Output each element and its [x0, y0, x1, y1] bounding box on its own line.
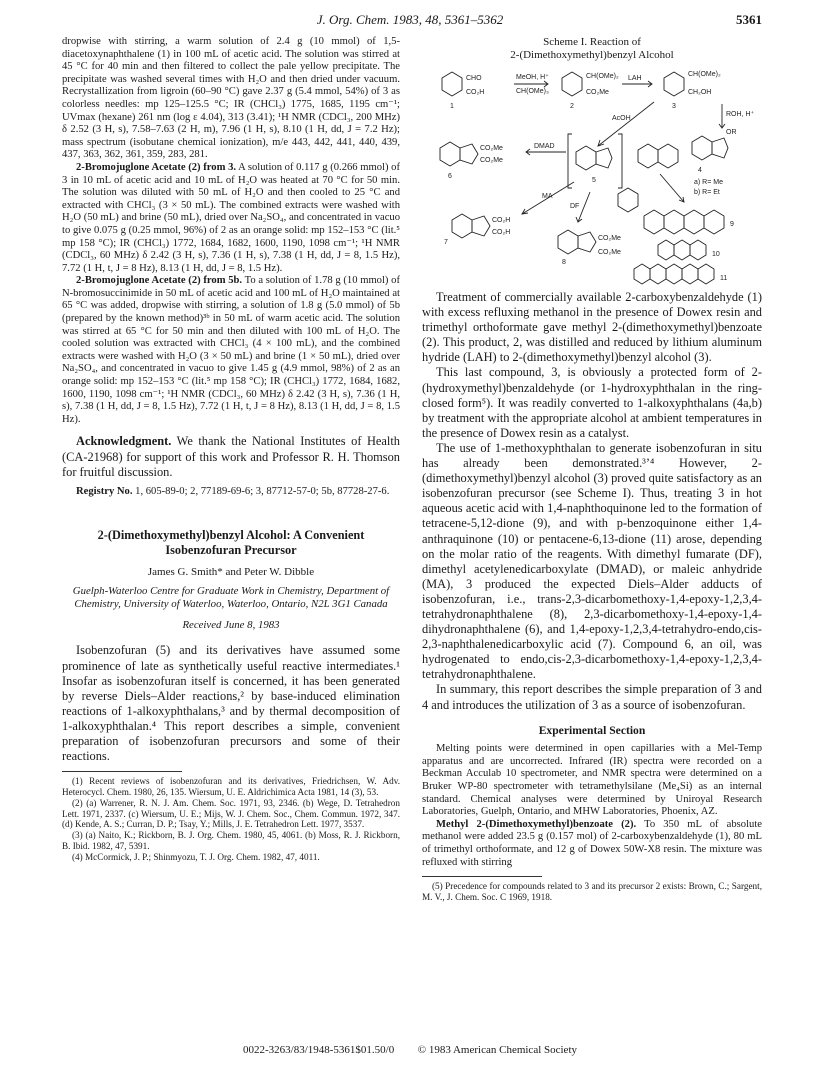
compound-number-4: 4: [698, 167, 702, 174]
experimental-section-heading: Experimental Section: [538, 723, 646, 737]
compound-number-2: 2: [570, 103, 574, 110]
label-reagent-orthoformate: CH(OMe)₃: [516, 88, 549, 95]
benzene-ring-4: [692, 136, 712, 160]
procedure-heading: Methyl 2-(Dimethoxymethyl)benzoate (2).: [436, 818, 637, 830]
footnote-rule: [422, 876, 542, 877]
authors: James G. Smith* and Peter W. Dibble: [147, 566, 315, 579]
procedure-body: A solution of 0.117 g (0.266 mmol) of 3 in 10 mL of acetic acid and 10 mL of H₂O was heated at 70 °C for 50 min. The solution was diluted with 50 mL of H₂O and then cooled to 25 °C and extracted with CHCl₃ (3 × 50 mL). The combined extracts were washed with H₂O (50 mL) and brine (50 mL), dried over Na₂SO₄, and concentrated in vacuo to give 0.075 g (0.25 mmol, 96%) of 2 as an orange solid: mp 152–153 °C (lit.⁵ mp 158 °C); IR (CHCl₃) 1772, 1684, 1682, 1600, 1190, 1098 cm⁻¹; ¹H NMR (CDCl₃, 60 MHz) δ 2.42 (3 H, s), 7.36 (1 H, s), 7.38 (1 H, dd, J = 8, 1.5 Hz), 7.72 (1 H, t, J = 8 Hz), 8.13 (1 H, dd, J = 8, 1.5 Hz).: [62, 161, 400, 274]
label-dmad: DMAD: [534, 143, 555, 150]
right-column: [422, 36, 762, 903]
label-ch2oh: CH₂OH: [688, 89, 712, 96]
compound-number-11: 11: [720, 275, 728, 282]
article-code: 0022-3263/83/1948-5361$01.50/0: [242, 1044, 395, 1056]
label-co2me-6a: CO₂Me: [480, 145, 503, 152]
bracket-left: [568, 134, 572, 188]
acknowledgment-heading: Acknowledgment.: [76, 434, 172, 449]
reaction-scheme-figure: [422, 64, 762, 286]
benzene-ring-8: [558, 230, 578, 254]
footnotes: [62, 776, 400, 862]
experimental-general: Melting points were determined in open capillaries with a Mel-Temp apparatus and are uncorrected. Infrared (IR) spectra were recorded on a Beckman Acculab 10 spectrometer, and NMR spectra were determined on a Bruker WP-80 spectrometer with tetramethylsilane (Me₄Si) as an internal standard. Chemical analyses were determined by Uniroyal Research Laboratories, Guelph, Ontario, and MHW Laboratories, Phoenix, AZ.: [422, 743, 762, 818]
footnote: (2) (a) Warrener, R. N. J. Am. Chem. Soc. 1971, 93, 2346. (b) Wege, D. Tetrahedron Lett. 1971, 2337. (c) Wiersum, U. E.; Mijs, W. J. Chem. Soc., Chem. Commun. 1972, 347. (d) Kende, A. S.; Curran, D. P.; Tsay, Y.; Mills, J. E. Tetrahedron Lett. 1977, 3537.: [62, 797, 400, 830]
ring-9a: [644, 210, 664, 234]
ring-11e: [698, 264, 714, 284]
label-or: OR: [726, 129, 737, 136]
benzene-ring-6: [440, 142, 460, 166]
label-reagent-meoh: MeOH, H⁺: [516, 74, 549, 81]
arrow-to-9: [660, 174, 684, 202]
previous-article-continuation: dropwise with stirring, a warm solution of 2.4 g (10 mmol) of 1,5-diacetoxynaphthalene (1) in 100 mL of acetic acid. The solution was stirred at 45 °C for 40 min and then filtered to collect the pale yellow precipitate. The precipitate was washed several times with H₂O and then dried under vacuum. Recrystallization from ligroin (60–90 °C) gave 2.37 g (5.4 mmol, 54%) of 3 as colorless needles: mp 125–125.5 °C; IR (CHCl₃) 1775, 1685, 1195 cm⁻¹; UVmax (hexane) 261 nm (log ε 4.04), 313 (3.41); ¹H NMR (CDCl₃, 200 MHz) δ 2.52 (3 H, s), 7.58–7.63 (2 H, m), 7.96 (1 H, s), 8.10 (1 H, dd, J = 7.2 Hz); mass spectrum (isobutane chemical ionization), m/e 443, 442, 441, 440, 439, 437, 363, 362, 361, 359, 283, 281.: [62, 36, 400, 161]
experimental-procedure: [422, 819, 762, 869]
label-cho: CHO: [466, 75, 482, 82]
ring-9b: [664, 210, 684, 234]
footnote-rule: [62, 771, 182, 772]
footnote: (4) McCormick, J. P.; Shinmyozu, T. J. Org. Chem. 1982, 47, 4011.: [72, 851, 320, 862]
ring-11c: [666, 264, 682, 284]
arrow-3-5: [598, 102, 654, 146]
label-co2me: CO₂Me: [586, 89, 609, 96]
procedure-heading: 2-Bromojuglone Acetate (2) from 5b.: [76, 275, 243, 287]
introduction: Isobenzofuran (5) and its derivatives have assumed some prominence of late as synthetically useful reactive intermediates.¹ Insofar as isobenzofuran itself is concerned, it has been generated by reverse Diels–Alder reactions,² by base-induced elimination reactions of 1-alkoxyphthalans,³ and by thermal decomposition of 1-alkoxyphthalan.⁴ This report describes a simple, convenient preparation of isobenzofuran precursors and some of their reactions.: [62, 643, 400, 764]
summary-paragraph: In summary, this report describes the simple preparation of 3 and 4 and introduces the utilization of 3 as a source of isobenzofuran.: [422, 682, 762, 712]
acknowledgment: [62, 434, 400, 479]
results-paragraph-1: Treatment of commercially available 2-carboxybenzaldehyde (1) with excess refluxing methanol in the presence of Dowex resin and trimethyl orthoformate gave methyl 2-(dimethoxymethyl)benzoate (2). This product, 2, was distilled and reduced by lithium aluminum hydride (LAH) to 2-(dimethoxymethyl)benzyl alcohol (3).: [422, 290, 762, 365]
procedure-body: To a solution of 1.78 g (10 mmol) of N-bromosuccinimide in 50 mL of acetic acid and 100 mL of H₂O maintained at 65 °C was added, dropwise with stirring, a solution of 1.8 g (5.0 mmol) of 5b (prepared by the known method)³ᵇ in 50 mL of warm acetic acid. The solution was stirred at 65 °C for 50 min and then diluted with 100 mL of H₂O. The cooled solution was extracted with CHCl₃ (4 × 100 mL), and the combined extracts were washed with H₂O (3 × 50 mL) and brine (1 × 50 mL), dried over Na₂SO₄, and concentrated in vacuo to give 1.45 g (4.9 mmol, 98%) of 2 as an orange solid: mp 152–153 °C (lit.⁵ mp 158 °C); IR (CHCl₃) 1772, 1684, 1682, 1600, 1190, 1098 cm⁻¹; ¹H NMR (CDCl₃, 60 MHz) δ 2.42 (3 H, s), 7.36 (1 H, s), 7.38 (1 H, dd, J = 8, 1.5 Hz), 7.72 (1 H, t, J = 8 Hz), 8.13 (1 H, dd, J = 8, 1.5 Hz).: [62, 275, 400, 425]
label-co2h: CO₂H: [466, 89, 485, 96]
label-co2h-7a: CO₂H: [492, 217, 511, 224]
ring-9d: [704, 210, 724, 234]
ring-9c: [684, 210, 704, 234]
footnote: (5) Precedence for compounds related to 3 and its precursor 2 exists: Brown, C.; Sargent, M. V., J. Chem. Soc. C 1969, 1918.: [422, 881, 762, 902]
benzene-ring-5: [576, 146, 596, 170]
received-date: Received June 8, 1983: [182, 618, 280, 631]
scheme-title-line: 2-(Dimethoxymethyl)benzyl Alcohol: [510, 49, 674, 61]
results-paragraph-3: The use of 1-methoxyphthalan to generate isobenzofuran in situ has already been demonstrated.³ʼ⁴ However, 2-(dimethoxymethyl)benzyl alcohol (3) proved quite satisfactory as an isobenzofuran precursor (see Scheme I). Thus, treating 3 in hot aqueous acetic acid with 1,4-naphthoquinone led to the formation of tetracene-5,12-dione (9), and with p-benzoquinone either 1,4-anthraquinone (10) or pentacene-6,13-dione (11) arose, depending on the molar ratio of the reagents. With dimethyl fumarate (DF), dimethyl acetylenedicarboxylate (DMAD), or maleic anhydride (MA), 3 produced the expected Diels–Alder adducts of isobenzofuran, i.e., trans-2,3-dicarbomethoxy-1,4-epoxy-1,2,3,4-tetrahydronaphthalene (8), 2,3-dicarbomethoxy-1,4-epoxy-1,4-dihydronaphthalene (6), and 1,4-epoxy-1,2,3,4-tetrahydro-endo,cis-2,3-naphthalenedicarboxylic acid (7). Compound 6, an oil, was hydrogenated to endo,cis-2,3-dicarbomethoxy-1,4-epoxy-1,2,3,4-tetrahydronaphthalene.: [422, 440, 762, 682]
procedure-heading: 2-Bromojuglone Acetate (2) from 3.: [76, 161, 237, 173]
scheme-title-line: Scheme I. Reaction of: [543, 36, 641, 48]
ring-10a: [658, 240, 674, 260]
arrow-5-8: [578, 192, 590, 222]
compound-number-10: 10: [712, 251, 720, 258]
results-paragraph-2: This last compound, 3, is obviously a protected form of 2-(hydroxymethyl)benzaldehyde (or 1-hydroxyphthalan in the ring-closed form⁵). It was readily converted to 1-alkoxyphthalans (4a,b) by treatment with the appropriate alcohol at ambient temperatures in the presence of Dowex resin as a catalyst.: [422, 365, 762, 440]
benzene-ring-7: [452, 214, 472, 238]
ring-10c: [690, 240, 706, 260]
label-substituent-a: a) R= Me: [694, 179, 723, 186]
footnote: (1) Recent reviews of isobenzofuran and its derivatives, Friedrichsen, W. Adv. Heterocycl. Chem. 1980, 26, 135. Wiersum, U. E. Aldrichimica Acta 1981, 14 (3), 53.: [62, 776, 400, 798]
ring-11a: [634, 264, 650, 284]
ring-10b: [674, 240, 690, 260]
label-acoh: AcOH: [612, 115, 631, 122]
label-co2h-7b: CO₂H: [492, 229, 511, 236]
benzene-ring-3: [664, 72, 684, 96]
compound-number-8: 8: [562, 259, 566, 266]
procedure-from-5b: [62, 275, 400, 426]
procedure-body: To 350 mL of absolute methanol were added 23.5 g (0.157 mol) of 2-carboxybenzaldehyde (1), 80 mL of trimethyl orthoformate, and 12 g of Dowex 50W-X8 resin. The mixture was refluxed with stirring: [422, 818, 762, 868]
ring-11d: [682, 264, 698, 284]
footnotes: [422, 881, 762, 903]
page-footer: [0, 1044, 820, 1056]
procedure-from-3: [62, 162, 400, 275]
registry-body: 1, 605-89-0; 2, 77189-69-6; 3, 87712-57-0; 5b, 87728-27-6.: [132, 485, 390, 497]
label-ma: MA: [542, 193, 553, 200]
label-ch-ome2-3: CH(OMe)₂: [688, 71, 721, 78]
label-roh: ROH, H⁺: [726, 111, 755, 118]
affiliation: Guelph-Waterloo Centre for Graduate Work in Chemistry, Department of Chemistry, University of Waterloo, Waterloo, Ontario, N2L 3G1 Canada: [72, 584, 390, 610]
article-title: 2-(Dimethoxymethyl)benzyl Alcohol: A Convenient Isobenzofuran Precursor: [97, 528, 365, 558]
journal-citation: J. Org. Chem. 1983, 48, 5361–5362: [316, 12, 504, 27]
benzene-ring-2: [562, 72, 582, 96]
compound-number-1: 1: [450, 103, 454, 110]
registry-numbers: [62, 486, 400, 499]
label-co2me-8b: CO₂Me: [598, 249, 621, 256]
compound-number-5: 5: [592, 177, 596, 184]
registry-heading: Registry No.: [76, 485, 133, 497]
scheme-title: [422, 36, 762, 62]
label-co2me-8a: CO₂Me: [598, 235, 621, 242]
compound-number-3: 3: [672, 103, 676, 110]
bracket-right: [618, 134, 622, 188]
compound-number-7: 7: [444, 239, 448, 246]
label-df: DF: [570, 203, 580, 210]
naphthoquinone-ring: [638, 144, 658, 168]
page-number: 5361: [736, 12, 762, 27]
footnote: (3) (a) Naito, K.; Rickborn, B. J. Org. Chem. 1980, 45, 4061. (b) Moss, R. J. Rickborn, B. Ibid. 1982, 47, 5391.: [62, 830, 400, 851]
label-substituent-b: b) R= Et: [694, 189, 720, 196]
acknowledgment-body: We thank the National Institutes of Health (CA-21968) for support of this work and Professor R. H. Thomson for fruitful discussion.: [62, 434, 400, 479]
label-co2me-6b: CO₂Me: [480, 157, 503, 164]
compound-number-6: 6: [448, 173, 452, 180]
copyright: © 1983 American Chemical Society: [417, 1044, 577, 1056]
benzoquinone-ring: [618, 188, 638, 212]
label-lah: LAH: [628, 75, 642, 82]
label-ch-ome2: CH(OMe)₂: [586, 73, 619, 80]
left-column: [62, 36, 400, 863]
benzene-ring-1: [442, 72, 462, 96]
running-header: [0, 12, 820, 32]
ring-11b: [650, 264, 666, 284]
compound-number-9: 9: [730, 221, 734, 228]
